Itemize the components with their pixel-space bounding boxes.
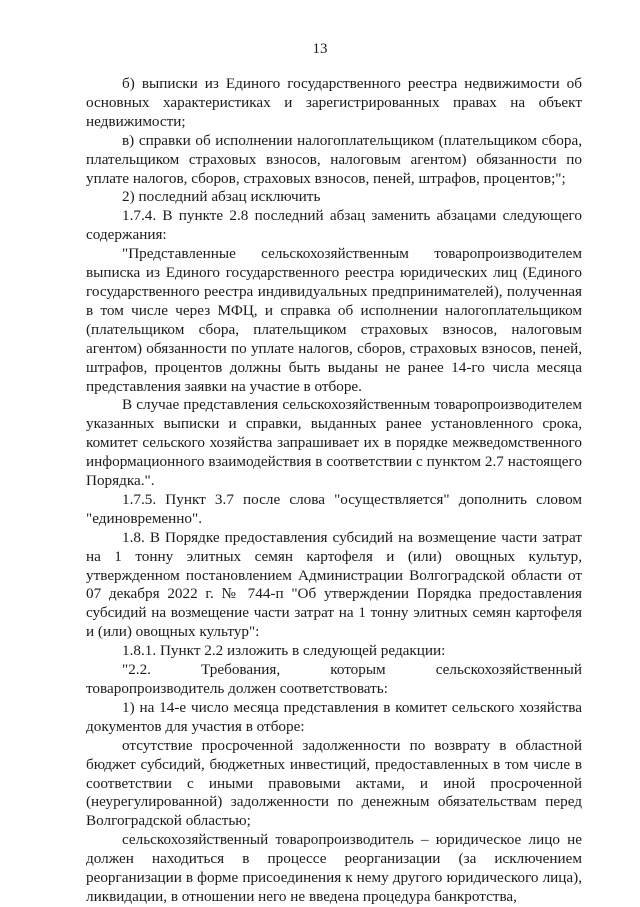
paragraph-13: сельскохозяйственный товаропроизводитель – юридическое лицо не должен находиться в процессе реорганизации (за исключением реорганизации в форме присоединения к нему другого юридического лица), ликвидации, в отношении него не введена процедура банкротства, bbox=[86, 831, 582, 905]
paragraph-11: 1) на 14-е число месяца представления в комитет сельского хозяйства документов для участия в отборе: bbox=[86, 698, 582, 735]
paragraph-4: 1.7.4. В пункте 2.8 последний абзац заменить абзацами следующего содержания: bbox=[86, 207, 582, 244]
paragraph-8: 1.8. В Порядке предоставления субсидий на возмещение части затрат на 1 тонну элитных семян картофеля и (или) овощных культур, утвержденном постановлением Администрации Волгоградской области от 07 декабря 2022 г. № 744-п "Об утверждении Порядка предоставления субсидий на возмещение части затрат на 1 тонну элитных семян картофеля и (или) овощных культур": bbox=[86, 528, 582, 641]
paragraph-7: 1.7.5. Пункт 3.7 после слова "осуществляется" дополнить словом "единовременно". bbox=[86, 490, 582, 527]
document-body bbox=[86, 75, 582, 907]
paragraph-1: б) выписки из Единого государственного реестра недвижимости об основных характеристиках и зарегистрированных правах на объект недвижимости; bbox=[86, 75, 582, 130]
paragraph-12: отсутствие просроченной задолженности по возврату в областной бюджет субсидий, бюджетных инвестиций, предоставленных в том числе в соответствии с иными правовыми актами, и иной просроченной (неурегулированной) задолженности по денежным обязательствам перед Волгоградской областью; bbox=[86, 736, 582, 830]
paragraph-3: 2) последний абзац исключить bbox=[122, 188, 321, 206]
paragraph-9: 1.8.1. Пункт 2.2 изложить в следующей редакции: bbox=[122, 642, 446, 660]
page-number: 13 bbox=[312, 41, 328, 57]
paragraph-2: в) справки об исполнении налогоплательщиком (плательщиком сбора, плательщиком страховых взносов, налоговым агентом) обязанности по уплате налогов, сборов, страховых взносов, пеней, штрафов, процентов;"; bbox=[86, 131, 582, 187]
paragraph-10: "2.2. Требования, которым сельскохозяйственный товаропроизводитель должен соответствовать: bbox=[86, 661, 582, 697]
paragraph-6: В случае представления сельскохозяйственным товаропроизводителем указанных выписки и справки, выданных ранее установленного срока, комитет сельского хозяйства запрашивает их в порядке межведомственного информационного взаимодействия в соответствии с пунктом 2.7 настоящего Порядка.". bbox=[86, 396, 582, 490]
paragraph-5: "Представленные сельскохозяйственным товаропроизводителем выписка из Единого государственного реестра юридических лиц (Единого государственного реестра индивидуальных предпринимателей), полученная в том числе через МФЦ, и справка об исполнении налогоплательщиком (плательщиком сбора, плательщиком страховых взносов, налоговым агентом) обязанности по уплате налогов, сборов, страховых взносов, пеней, штрафов, процентов должны быть выданы не ранее 14-го числа месяца представления заявки на участие в отборе. bbox=[86, 245, 582, 395]
